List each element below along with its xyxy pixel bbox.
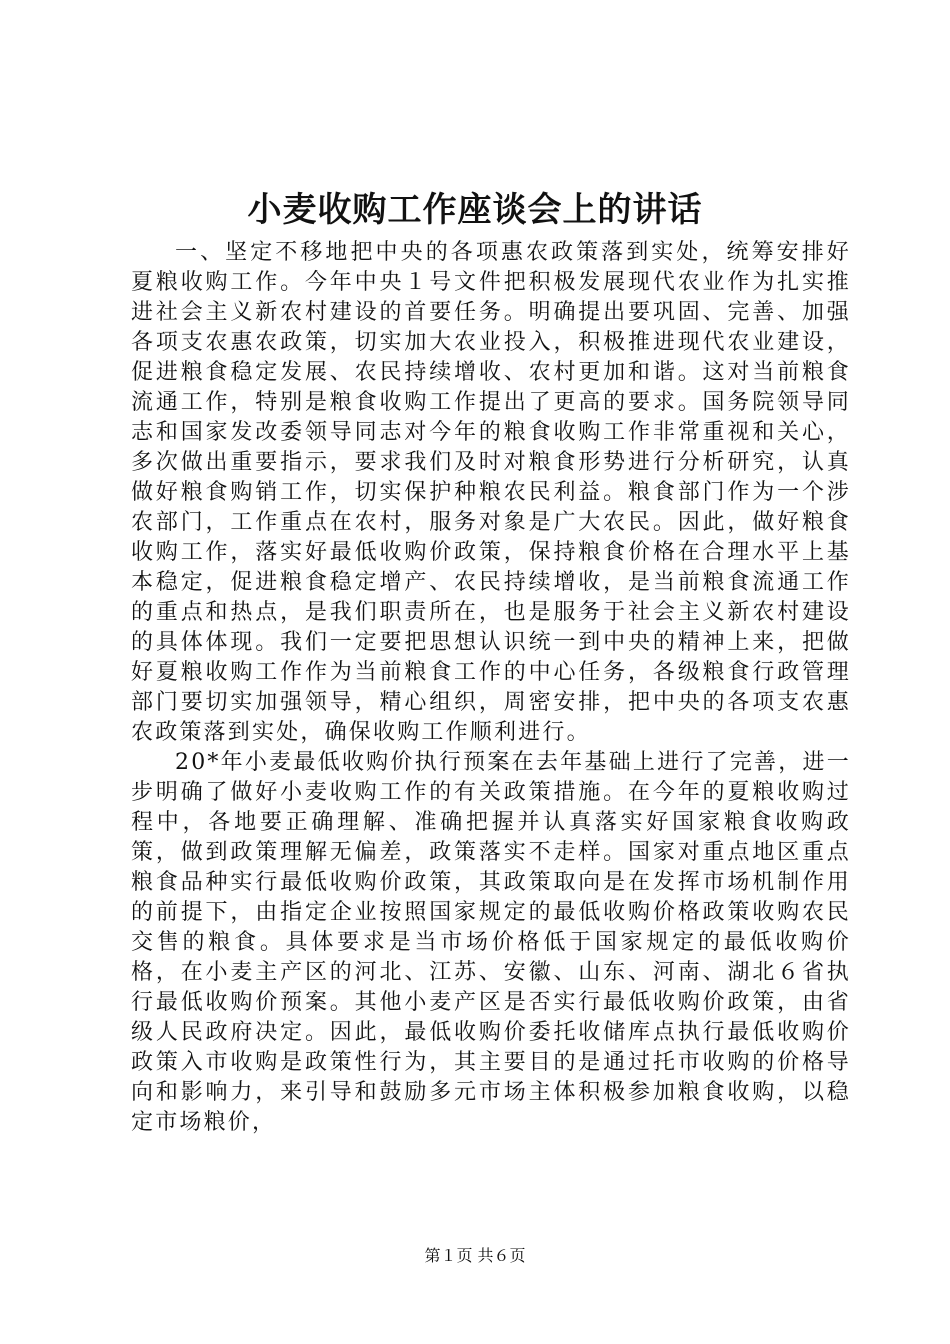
paragraph-1: 一、坚定不移地把中央的各项惠农政策落到实处，统筹安排好夏粮收购工作。今年中央１号文件把积极发展现代农业作为扎实推进社会主义新农村建设的首要任务。明确提出要巩固、完善、加强各项支农惠农政策，切实加大农业投入，积极推进现代农业建设，促进粮食稳定发展、农民持续增收、农村更加和谐。这对当前粮食流通工作，特别是粮食收购工作提出了更高的要求。国务院领导同志和国家发改委领导同志对今年的粮食收购工作非常重视和关心，多次做出重要指示，要求我们及时对粮食形势进行分析研究，认真做好粮食购销工作，切实保护种粮农民利益。粮食部门作为一个涉农部门，工作重点在农村，服务对象是广大农民。因此，做好粮食收购工作，落实好最低收购价政策，保持粮食价格在合理水平上基本稳定，促进粮食稳定增产、农民持续增收，是当前粮食流通工作的重点和热点，是我们职责所在，也是服务于社会主义新农村建设的具体体现。我们一定要把思想认识统一到中央的精神上来，把做好夏粮收购工作作为当前粮食工作的中心任务，各级粮食行政管理部门要切实加强领导，精心组织，周密安排，把中央的各项支农惠农政策落到实处，确保收购工作顺利进行。 xyxy=(131,240,851,745)
document-title: 小麦收购工作座谈会上的讲话 xyxy=(247,190,703,230)
paragraph-2: 20*年小麦最低收购价执行预案在去年基础上进行了完善，进一步明确了做好小麦收购工作的有关政策措施。在今年的夏粮收购过程中，各地要正确理解、准确把握并认真落实好国家粮食收购政策，做到政策理解无偏差，政策落实不走样。国家对重点地区重点粮食品种实行最低收购价政策，其政策取向是在发挥市场机制作用的前提下，由指定企业按照国家规定的最低收购价格政策收购农民交售的粮食。具体要求是当市场价格低于国家规定的最低收购价格，在小麦主产区的河北、江苏、安徽、山东、河南、湖北６省执行最低收购价预案。其他小麦产区是否实行最低收购价政策，由省级人民政府决定。因此，最低收购价委托收储库点执行最低收购价政策入市收购是政策性行为，其主要目的是通过托市收购的价格导向和影响力，来引导和鼓励多元市场主体积极参加粮食收购，以稳定市场粮价， xyxy=(131,750,851,1135)
document-body xyxy=(131,238,851,1138)
page-footer: 第１页 共６页 xyxy=(424,1246,526,1265)
